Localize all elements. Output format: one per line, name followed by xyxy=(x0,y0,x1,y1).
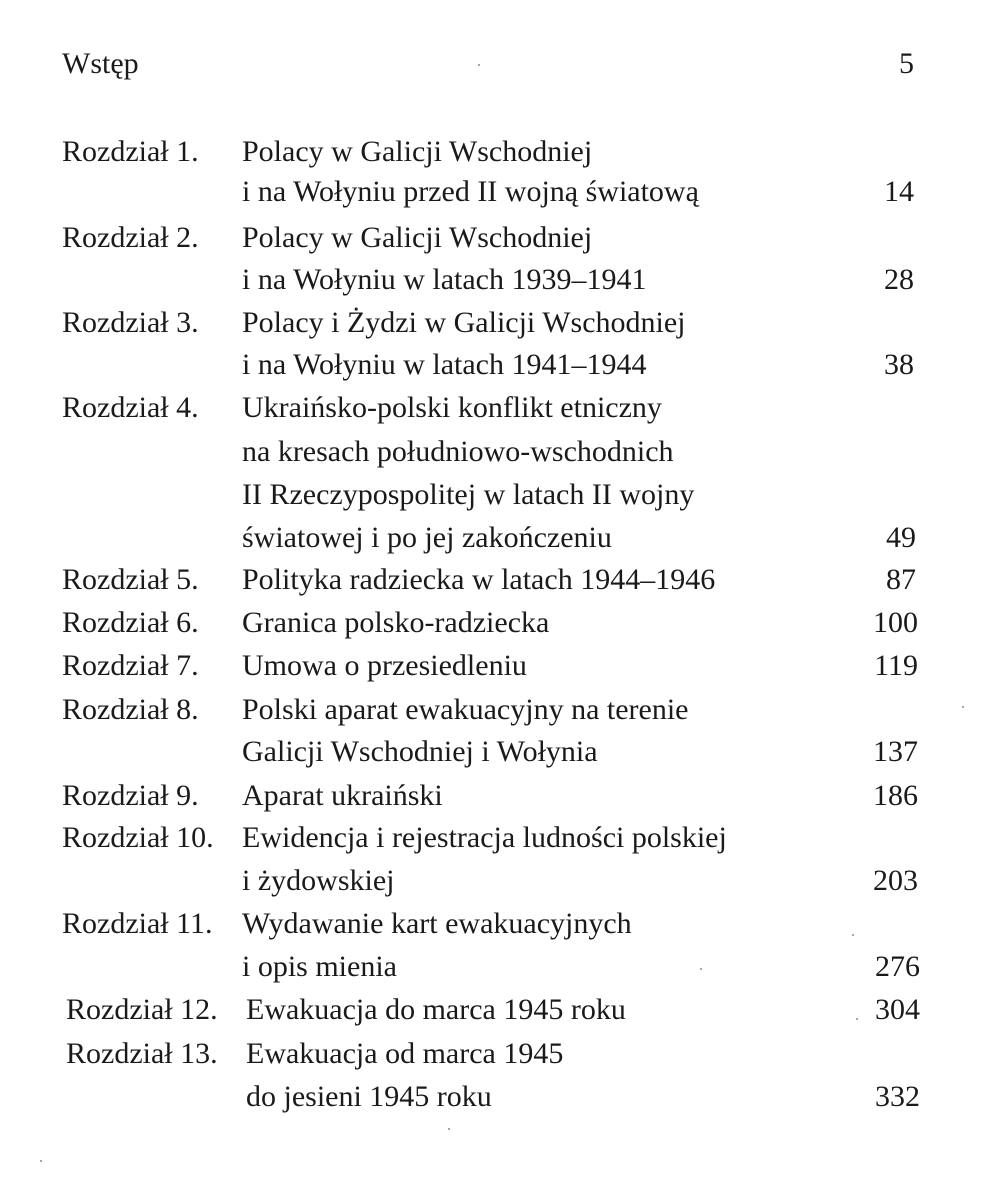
toc-chapter-label: Rozdział 9. xyxy=(62,779,199,812)
toc-page-number: 276 xyxy=(875,950,920,983)
toc-entry-chapter-4 xyxy=(0,390,996,554)
toc-chapter-label: Rozdział 12. xyxy=(66,993,218,1026)
toc-chapter-title-line: i opis mienia xyxy=(242,950,397,983)
toc-entry-chapter-1 xyxy=(0,134,996,206)
toc-entry-title: Wstęp xyxy=(62,47,139,80)
scan-speck xyxy=(962,706,964,708)
toc-chapter-title-line: i na Wołyniu w latach 1939–1941 xyxy=(242,263,647,296)
toc-chapter-label: Rozdział 1. xyxy=(62,135,199,168)
scan-speck xyxy=(700,968,702,970)
toc-chapter-label: Rozdział 3. xyxy=(62,306,199,339)
toc-chapter-title-line: Galicji Wschodniej i Wołynia xyxy=(242,735,598,768)
toc-chapter-title-line: Ewakuacja do marca 1945 roku xyxy=(246,993,626,1026)
toc-chapter-title-line: Polacy i Żydzi w Galicji Wschodniej xyxy=(242,306,686,339)
toc-chapter-title-line: na kresach południowo-wschodnich xyxy=(242,435,674,468)
toc-chapter-title-line: Umowa o przesiedleniu xyxy=(242,649,527,682)
toc-chapter-label: Rozdział 5. xyxy=(62,563,199,596)
scan-speck xyxy=(852,934,854,936)
toc-chapter-label: Rozdział 13. xyxy=(66,1037,218,1070)
toc-entry-chapter-13 xyxy=(0,1036,996,1116)
toc-page-number: 332 xyxy=(875,1080,920,1113)
toc-page-number: 186 xyxy=(873,779,918,812)
toc-page-number: 137 xyxy=(873,735,918,768)
toc-chapter-title-line: Wydawanie kart ewakuacyjnych xyxy=(242,907,632,940)
toc-chapter-title-line: Ewidencja i rejestracja ludności polskiej xyxy=(242,821,727,854)
toc-entry-chapter-10 xyxy=(0,820,996,900)
toc-chapter-title-line: i na Wołyniu w latach 1941–1944 xyxy=(242,348,647,381)
toc-chapter-title-line: i żydowskiej xyxy=(242,864,395,897)
toc-chapter-title-line: Aparat ukraiński xyxy=(242,779,443,812)
toc-chapter-title-line: Polityka radziecka w latach 1944–1946 xyxy=(242,563,716,596)
toc-entry-chapter-8 xyxy=(0,692,996,772)
toc-page-number: 119 xyxy=(874,649,918,682)
toc-chapter-label: Rozdział 8. xyxy=(62,693,199,726)
toc-chapter-label: Rozdział 6. xyxy=(62,606,199,639)
toc-chapter-title-line: II Rzeczypospolitej w latach II wojny xyxy=(242,478,695,511)
toc-page-number: 87 xyxy=(886,563,916,596)
toc-chapter-title-line: Polacy w Galicji Wschodniej xyxy=(242,221,593,254)
toc-page-number: 38 xyxy=(884,348,914,381)
toc-chapter-title-line: Granica polsko-radziecka xyxy=(242,606,550,639)
toc-chapter-title-line: Polski aparat ewakuacyjny na terenie xyxy=(242,693,689,726)
toc-chapter-label: Rozdział 2. xyxy=(62,221,199,254)
toc-page-number: 100 xyxy=(873,606,918,639)
toc-page-number: 28 xyxy=(884,263,914,296)
scan-speck xyxy=(856,1018,858,1020)
toc-chapter-title-line: światowej i po jej zakończeniu xyxy=(242,521,612,554)
toc-chapter-title-line: do jesieni 1945 roku xyxy=(246,1080,492,1113)
scan-speck xyxy=(40,1160,42,1162)
toc-chapter-label: Rozdział 11. xyxy=(62,907,213,940)
toc-page-number: 14 xyxy=(884,175,914,208)
toc-chapter-label: Rozdział 10. xyxy=(62,821,214,854)
toc-chapter-title-line: Polacy w Galicji Wschodniej xyxy=(242,135,593,168)
scan-speck xyxy=(478,64,480,66)
toc-page-number: 304 xyxy=(875,993,920,1026)
toc-page-number: 5 xyxy=(899,47,914,80)
scan-speck xyxy=(448,1128,450,1130)
toc-chapter-title-line: Ukraińsko-polski konflikt etniczny xyxy=(242,391,662,424)
toc-chapter-label: Rozdział 4. xyxy=(62,391,199,424)
toc-entry-chapter-11 xyxy=(0,906,996,986)
toc-page-number: 203 xyxy=(873,864,918,897)
toc-chapter-title-line: Ewakuacja od marca 1945 xyxy=(246,1037,564,1070)
toc-chapter-title-line: i na Wołyniu przed II wojną światową xyxy=(242,175,699,208)
toc-page-number: 49 xyxy=(886,521,916,554)
toc-entry-chapter-3 xyxy=(0,305,996,381)
toc-chapter-label: Rozdział 7. xyxy=(62,649,199,682)
toc-entry-chapter-2 xyxy=(0,220,996,296)
